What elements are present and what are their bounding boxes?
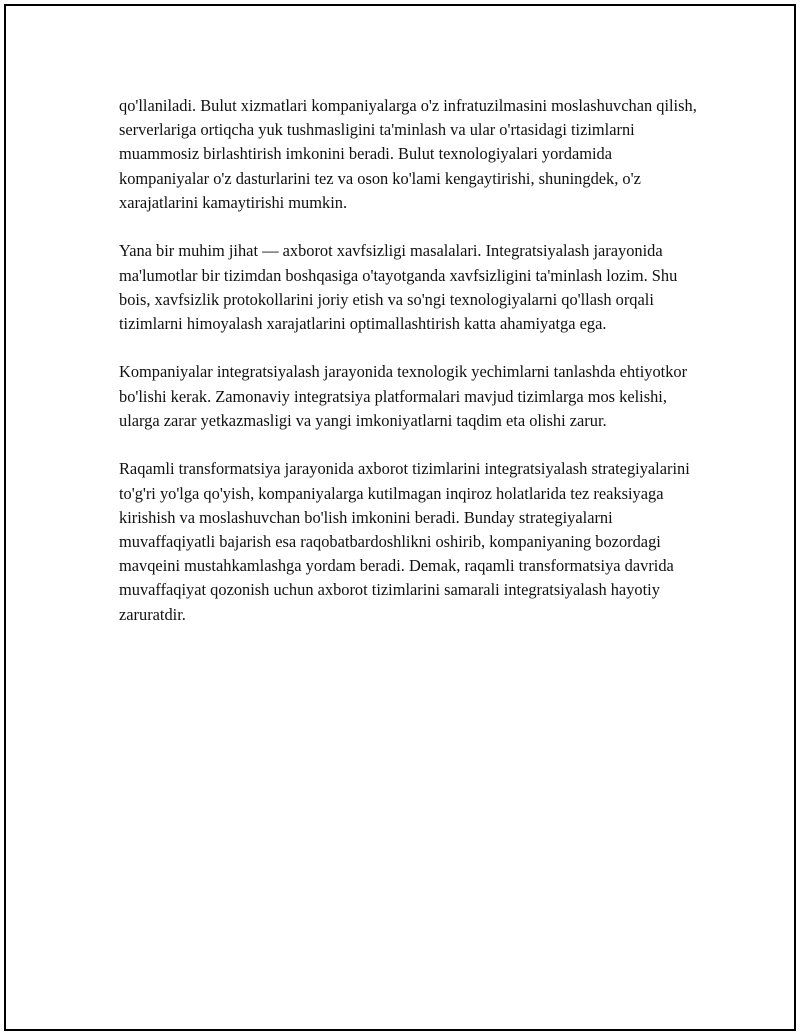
paragraph: Yana bir muhim jihat — axborot xavfsizligi masalalari. Integratsiyalash jarayonida ma'lumotlar bir tizimdan boshqasiga o'tayotganda xavfsizligini ta'minlash lozim. Shu bois, xavfsizlik protokollarini joriy etish va so'ngi texnologiyalarni qo'llash orqali tizimlarni himoyalash xarajatlarini optimallashtirish katta ahamiyatga ega. [119,241,678,333]
paragraph: qo'llaniladi. Bulut xizmatlari kompaniyalarga o'z infratuzilmasini moslashuvchan qilish, serverlariga ortiqcha yuk tushmasligini ta'minlash va ular o'rtasidagi tizimlarni muammosiz birlashtirish imkonini beradi. Bulut texnologiyalari yordamida kompaniyalar o'z dasturlarini tez va oson ko'lami kengaytirishi, shuningdek, o'z xarajatlarini kamaytirishi mumkin. [119,96,697,212]
page-frame [4,4,796,1031]
paragraph: Raqamli transformatsiya jarayonida axborot tizimlarini integratsiyalash strategiyalarini to'g'ri yo'lga qo'yish, kompaniyalarga kutilmagan inqiroz holatlarida tez reaksiyaga kirishish va moslashuvchan bo'lish imkonini beradi. Bunday strategiyalarni muvaffaqiyatli bajarish esa raqobatbardoshlikni oshirib, kompaniyaning bozordagi mavqeini mustahkamlashga yordam beradi. Demak, raqamli transformatsiya davrida muvaffaqiyat qozonish uchun axborot tizimlarini samarali integratsiyalash hayotiy zaruratdir. [119,459,690,624]
document-body [119,94,699,651]
paragraph: Kompaniyalar integratsiyalash jarayonida texnologik yechimlarni tanlashda ehtiyotkor bo'lishi kerak. Zamonaviy integratsiya platformalari mavjud tizimlarga mos kelishi, ularga zarar yetkazmasligi va yangi imkoniyatlarni taqdim eta olishi zarur. [119,362,688,430]
